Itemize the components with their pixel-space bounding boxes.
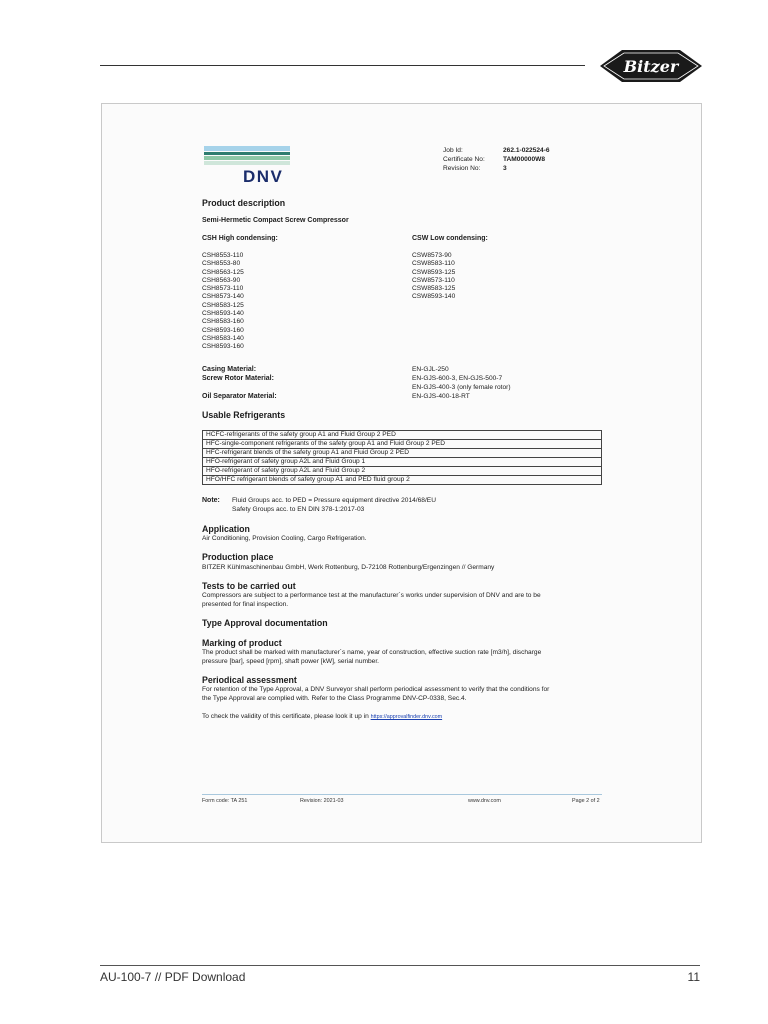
dnv-stripe <box>204 152 290 155</box>
dnv-stripe <box>204 146 290 151</box>
material-value: EN-GJS-600-3, EN-GJS-500-7 <box>412 375 503 382</box>
material-label: Screw Rotor Material: <box>202 375 274 382</box>
csw-heading: CSW Low condensing: <box>412 235 488 242</box>
table-row <box>203 449 602 458</box>
document-id: AU-100-7 // PDF Download <box>100 970 246 984</box>
certificate-page <box>101 103 702 843</box>
list-item: CSW8583-125 <box>412 285 456 293</box>
validity-text: To check the validity of this certificate, please look it up in <box>202 713 369 720</box>
periodical-heading: Periodical assessment <box>202 675 297 685</box>
header-rule <box>100 65 585 66</box>
table-cell: HFO-refrigerant of safety group A2L and Fluid Group 1 <box>203 458 602 467</box>
footer-page: Page 2 of 2 <box>572 798 600 804</box>
marking-line: The product shall be marked with manufacturer´s name, year of construction, effective suction rate [m3/h], discharge <box>202 649 542 656</box>
table-row <box>203 467 602 476</box>
footer-revision: Revision: 2021-03 <box>300 798 344 804</box>
note-line: Safety Groups acc. to EN DIN 378-1:2017-03 <box>232 506 365 513</box>
material-label: Casing Material: <box>202 366 257 373</box>
page-number: 11 <box>687 970 700 984</box>
table-row <box>203 458 602 467</box>
material-value: EN-GJL-250 <box>412 366 449 373</box>
list-item: CSH8583-140 <box>202 334 244 342</box>
meta-label: Certificate No: <box>443 156 485 163</box>
footer-rule <box>202 794 602 795</box>
table-cell: HFC-refrigerant blends of the safety group A1 and Fluid Group 2 PED <box>203 449 602 458</box>
list-item: CSW8583-110 <box>412 260 455 268</box>
logo-text: Bitzer <box>623 57 679 76</box>
dnv-stripe <box>204 161 290 165</box>
footer-form-code: Form code: TA 251 <box>202 798 248 804</box>
list-item: CSW8573-110 <box>412 276 455 284</box>
marking-line: pressure [bar], speed [rpm], shaft power [kW], serial number. <box>202 658 380 665</box>
list-item: CSW8573-90 <box>412 252 452 259</box>
list-item: CSH8583-160 <box>202 318 244 326</box>
table-cell: HFO/HFC refrigerant blends of safety group A1 and PED fluid group 2 <box>203 476 602 485</box>
list-item: CSW8593-125 <box>412 268 456 276</box>
list-item: CSW8593-140 <box>412 293 456 301</box>
table-cell: HFC-single-component refrigerants of the safety group A1 and Fluid Group 2 PED <box>203 440 602 449</box>
certificate-meta <box>443 146 550 173</box>
material-label: Oil Separator Material: <box>202 393 277 400</box>
production-heading: Production place <box>202 552 274 562</box>
dnv-stripe <box>204 156 290 160</box>
list-item: CSH8563-125 <box>202 268 244 276</box>
material-value: EN-GJS-400-3 (only female rotor) <box>412 384 511 391</box>
approval-finder-link[interactable]: https://approvalfinder.dnv.com <box>370 714 443 720</box>
list-item: CSH8563-90 <box>202 276 241 284</box>
list-item: CSH8553-110 <box>202 252 244 259</box>
list-item: CSH8593-140 <box>202 310 244 318</box>
marking-heading: Marking of product <box>202 638 282 648</box>
bitzer-logo-icon <box>600 47 702 85</box>
usable-refrigerants-heading: Usable Refrigerants <box>202 410 286 420</box>
tests-line: presented for final inspection. <box>202 601 289 608</box>
periodical-line: For retention of the Type Approval, a DNV Surveyor shall perform periodical assessment to verify that the conditions for <box>202 686 550 693</box>
table-cell: HFO-refrigerant of safety group A2L and Fluid Group 2 <box>203 467 602 476</box>
material-value: EN-GJS-400-18-RT <box>412 393 470 400</box>
list-item: CSH8593-160 <box>202 343 244 351</box>
meta-label: Revision No: <box>443 165 481 172</box>
production-text: BITZER Kühlmaschinenbau GmbH, Werk Rottenburg, D-72108 Rottenburg/Ergenzingen // Germany <box>202 564 495 571</box>
tests-heading: Tests to be carried out <box>202 581 296 591</box>
table-row <box>203 440 602 449</box>
list-item: CSH8583-125 <box>202 301 244 309</box>
footer-divider <box>100 965 700 966</box>
footer-website: www.dnv.com <box>468 798 501 804</box>
list-item: CSH8593-160 <box>202 326 244 334</box>
csw-model-list <box>412 252 455 302</box>
application-text: Air Conditioning, Provision Cooling, Cargo Refrigeration. <box>202 535 367 542</box>
table-row <box>203 431 602 440</box>
note-line: Fluid Groups acc. to PED = Pressure equipment directive 2014/68/EU <box>232 497 436 504</box>
csh-heading: CSH High condensing: <box>202 235 278 242</box>
meta-value: 3 <box>503 165 507 172</box>
table-cell: HCFC-refrigerants of the safety group A1 and Fluid Group 2 PED <box>203 431 602 440</box>
product-name: Semi-Hermetic Compact Screw Compressor <box>202 217 349 224</box>
refrigerants-table <box>202 430 602 485</box>
list-item: CSH8573-140 <box>202 293 244 301</box>
table-row <box>203 476 602 485</box>
application-heading: Application <box>202 524 250 534</box>
dnv-logo: DNV <box>243 167 284 186</box>
meta-label: Job Id: <box>443 147 463 154</box>
tests-line: Compressors are subject to a performance test at the manufacturer´s works under supervision of DNV and are to be <box>202 592 541 599</box>
type-approval-heading: Type Approval documentation <box>202 618 328 628</box>
csh-model-list <box>202 252 244 352</box>
list-item: CSH8573-110 <box>202 285 244 293</box>
validity-line <box>202 713 442 720</box>
meta-value: TAM00000W8 <box>503 156 546 163</box>
meta-value: 262.1-022524-6 <box>503 147 550 154</box>
periodical-line: the Type Approval are complied with. Refer to the Class Programme DNV-CP-0338, Sec.4. <box>202 695 467 702</box>
product-description-heading: Product description <box>202 198 286 208</box>
list-item: CSH8553-80 <box>202 260 241 268</box>
note-label: Note: <box>202 497 220 504</box>
